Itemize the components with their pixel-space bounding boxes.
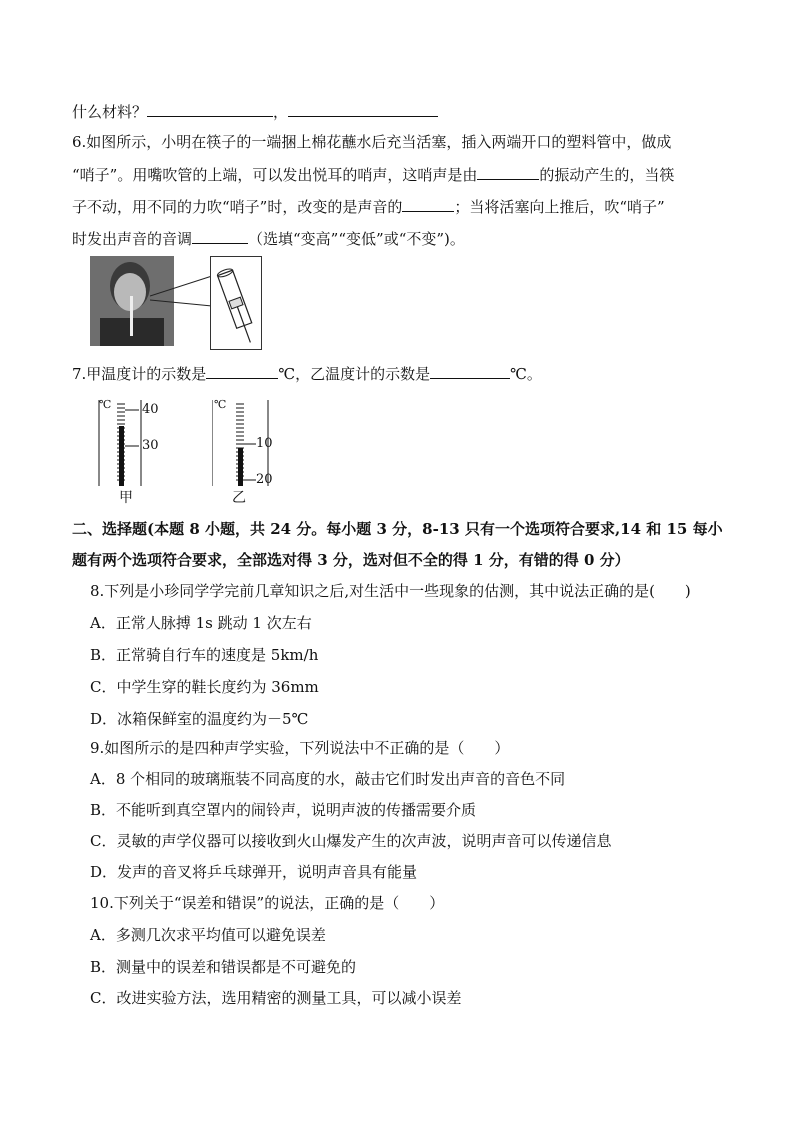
thermo-name: 甲 [119, 490, 133, 506]
q9-option-d[interactable]: D．发声的音叉将乒乓球弹开，说明声音具有能量 [90, 863, 418, 881]
q6-text: 时发出声音的音调 [72, 230, 193, 248]
answer-blank[interactable] [206, 362, 278, 379]
separator-comma: ， [273, 103, 289, 121]
thermo-unit: ℃ [99, 398, 112, 411]
tick-label: 10 [256, 436, 273, 451]
q10-option-b[interactable]: B．测量中的误差和错误都是不可避免的 [90, 958, 357, 976]
thermometer-jia [95, 398, 165, 508]
whistle-tube-inset [210, 256, 262, 350]
q8-stem: 8.下列是小珍同学学完前几章知识之后,对生活中一些现象的估测，其中说法正确的是( ) [90, 582, 691, 600]
q8-option-c[interactable]: C．中学生穿的鞋长度约为 36mm [90, 678, 319, 696]
q9-option-a[interactable]: A．8 个相同的玻璃瓶装不同高度的水，敲击它们时发出声音的音色不同 [90, 770, 566, 788]
q7-text: ℃。 [510, 365, 542, 383]
answer-blank[interactable] [402, 195, 454, 212]
thermo-unit: ℃ [214, 398, 227, 411]
tick-label: 20 [256, 472, 273, 487]
answer-blank[interactable] [430, 362, 510, 379]
q5-tail-line [72, 100, 438, 123]
q10-option-c[interactable]: C．改进实验方法，选用精密的测量工具，可以减小误差 [90, 989, 462, 1007]
mercury-column [119, 426, 124, 486]
q6-text: 的振动产生的，当筷 [539, 166, 675, 184]
answer-blank[interactable] [192, 227, 248, 244]
thermo-name: 乙 [232, 490, 246, 506]
tick-label: 30 [142, 438, 159, 453]
section-heading-line-2: 题有两个选项符合要求，全部选对得 3 分，选对但不全的得 1 分，有错的得 0 分） [72, 551, 630, 569]
answer-blank[interactable] [147, 100, 273, 117]
q6-text: （选填“变高”“变低”或“不变”)。 [248, 230, 465, 248]
q8-option-b[interactable]: B．正常骑自行车的速度是 5km/h [90, 646, 319, 664]
q6-line-3 [72, 195, 665, 218]
q8-option-d[interactable]: D．冰箱保鲜室的温度约为－5℃ [90, 710, 309, 728]
q7-line [72, 362, 542, 385]
thermometer-yi [212, 398, 282, 508]
mercury-column [238, 448, 243, 486]
tick-label: 40 [142, 402, 159, 417]
q5-tail-text: 什么材料？ [72, 103, 148, 121]
q10-stem: 10.下列关于“误差和错误”的说法，正确的是（ ） [90, 894, 445, 912]
q9-option-b[interactable]: B．不能听到真空罩内的闹铃声，说明声波的传播需要介质 [90, 801, 477, 819]
answer-blank[interactable] [477, 163, 539, 180]
section-heading-line-1: 二、选择题(本题 8 小题，共 24 分。每小题 3 分，8-13 只有一个选项符合要求,14 和 15 每小 [72, 520, 723, 538]
q7-text: 7.甲温度计的示数是 [72, 365, 207, 383]
q6-text: 子不动，用不同的力吹“哨子”时，改变的是声音的 [72, 198, 403, 216]
answer-blank[interactable] [288, 100, 438, 117]
q7-text: ℃，乙温度计的示数是 [278, 365, 431, 383]
q6-line-2 [72, 163, 674, 186]
q9-option-c[interactable]: C．灵敏的声学仪器可以接收到火山爆发产生的次声波，说明声音可以传递信息 [90, 832, 612, 850]
q6-line-1: 6.如图所示，小明在筷子的一端捆上棉花蘸水后充当活塞，插入两端开口的塑料管中，做成 [72, 133, 672, 151]
q6-line-4 [72, 227, 465, 250]
q6-text: “哨子”。用嘴吹管的上端，可以发出悦耳的哨声，这哨声是由 [72, 166, 478, 184]
q10-option-a[interactable]: A．多测几次求平均值可以避免误差 [90, 926, 326, 944]
q9-stem: 9.如图所示的是四种声学实验，下列说法中不正确的是（ ） [90, 739, 510, 757]
q6-text: ；当将活塞向上推后，吹“哨子” [454, 198, 665, 216]
q8-option-a[interactable]: A．正常人脉搏 1s 跳动 1 次左右 [90, 614, 312, 632]
